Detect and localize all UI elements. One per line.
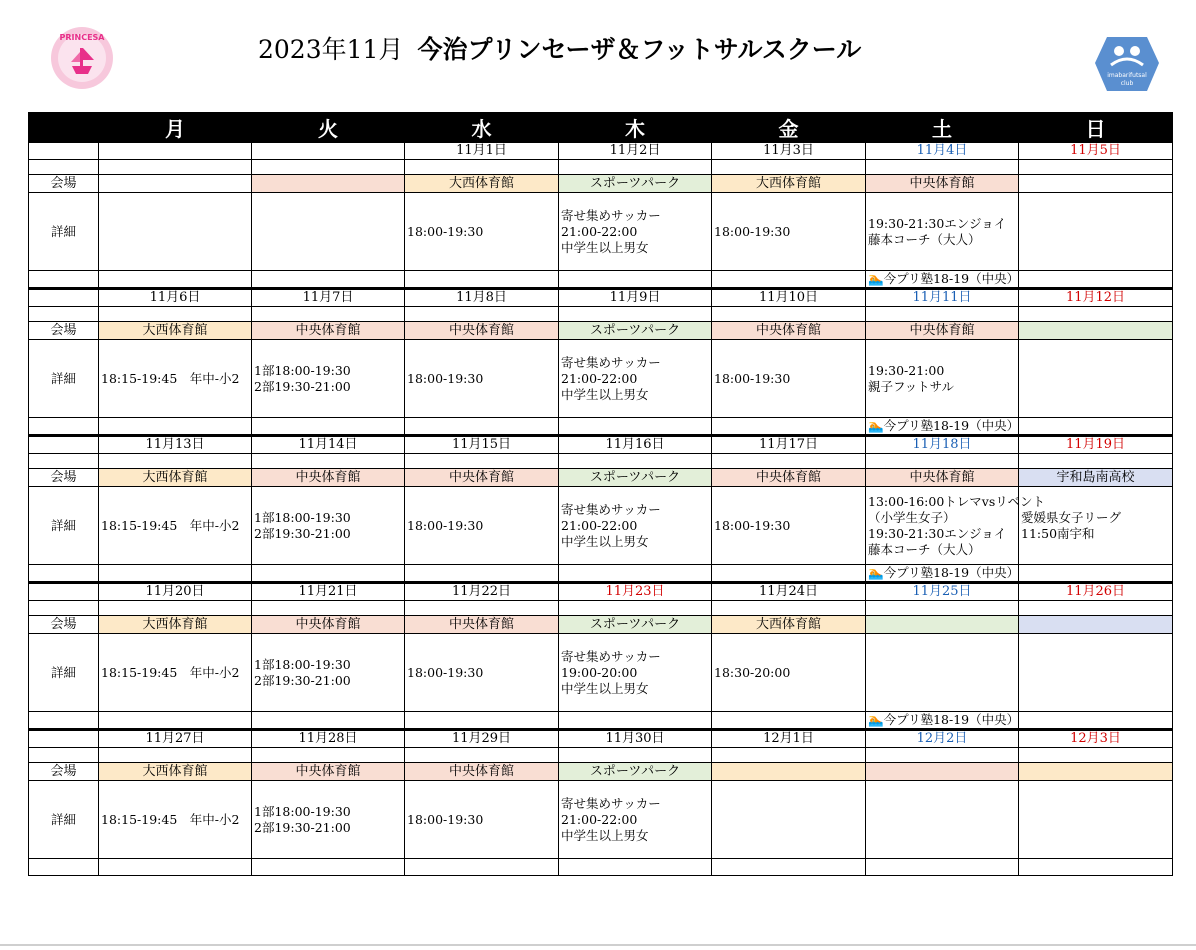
detail-line: 18:15-19:45 年中-小2 — [101, 664, 240, 680]
detail-line: 18:00-19:30 — [407, 811, 484, 827]
detail-cell — [712, 193, 866, 271]
date-cell: 11月15日 — [405, 436, 559, 454]
spacer-row — [29, 601, 1173, 616]
date-row — [29, 436, 1173, 454]
venue-label: 会場 — [29, 175, 99, 193]
venue-cell: スポーツパーク — [559, 469, 712, 487]
detail-cell — [559, 193, 712, 271]
date-cell: 11月8日 — [405, 289, 559, 307]
venue-cell: スポーツパーク — [559, 175, 712, 193]
detail-line: 寄せ集めサッカー — [561, 354, 661, 370]
venue-cell: 中央体育館 — [866, 175, 1019, 193]
venue-cell: 中央体育館 — [252, 469, 405, 487]
detail-line: 18:00-19:30 — [714, 517, 791, 533]
detail-cell — [99, 781, 252, 859]
venue-label: 会場 — [29, 469, 99, 487]
weekday-thu: 木 — [559, 113, 712, 143]
detail-cell — [99, 634, 252, 712]
date-cell — [252, 143, 405, 160]
detail-line: 21:00-22:00 — [561, 811, 638, 827]
svg-text:imabarifutsal: imabarifutsal — [1107, 72, 1147, 79]
date-cell: 11月26日 — [1019, 583, 1173, 601]
date-cell: 12月3日 — [1019, 730, 1173, 748]
detail-row — [29, 340, 1173, 418]
venue-cell: 中央体育館 — [866, 322, 1019, 340]
venue-cell: 中央体育館 — [252, 763, 405, 781]
weekday-wed: 水 — [405, 113, 559, 143]
venue-cell — [1019, 322, 1173, 340]
venue-cell — [99, 175, 252, 193]
spacer-cell — [1019, 748, 1173, 763]
note-cell — [712, 418, 866, 436]
venue-cell: 中央体育館 — [866, 469, 1019, 487]
detail-cell — [252, 634, 405, 712]
detail-row — [29, 634, 1173, 712]
venue-row — [29, 322, 1173, 340]
note-cell — [405, 565, 559, 583]
detail-label: 詳細 — [29, 781, 99, 859]
spacer-cell — [1019, 160, 1173, 175]
date-row — [29, 583, 1173, 601]
venue-label: 会場 — [29, 763, 99, 781]
note-cell — [99, 859, 252, 876]
weekday-sun: 日 — [1019, 113, 1173, 143]
note-cell — [252, 565, 405, 583]
note-cell — [559, 565, 712, 583]
venue-cell — [1019, 763, 1173, 781]
venue-label: 会場 — [29, 322, 99, 340]
weekday-mon: 月 — [99, 113, 252, 143]
detail-cell — [866, 193, 1019, 271]
note-cell — [252, 712, 405, 730]
detail-line: 19:30-21:30エンジョイ — [868, 215, 1007, 231]
date-cell: 11月3日 — [712, 143, 866, 160]
detail-cell — [712, 340, 866, 418]
date-label-blank — [29, 143, 99, 160]
detail-cell — [252, 340, 405, 418]
detail-line: 1部18:00-19:30 — [254, 509, 351, 525]
detail-line: 寄せ集めサッカー — [561, 795, 661, 811]
date-cell: 11月17日 — [712, 436, 866, 454]
note-cell — [252, 271, 405, 289]
date-cell: 11月4日 — [866, 143, 1019, 160]
note-cell — [29, 565, 99, 583]
detail-line: 2部19:30-21:00 — [254, 819, 351, 835]
page-title — [258, 30, 861, 66]
note-row — [29, 859, 1173, 876]
date-cell: 11月21日 — [252, 583, 405, 601]
venue-row — [29, 763, 1173, 781]
detail-line: 1部18:00-19:30 — [254, 362, 351, 378]
spacer-row — [29, 160, 1173, 175]
date-cell: 11月18日 — [866, 436, 1019, 454]
venue-cell: 大西体育館 — [99, 469, 252, 487]
spacer-cell — [29, 601, 99, 616]
detail-line: 中学生以上男女 — [561, 827, 649, 843]
juku-note: 🏊今プリ塾18-19（中央） — [866, 271, 1019, 289]
date-cell: 11月29日 — [405, 730, 559, 748]
spacer-cell — [866, 160, 1019, 175]
spacer-cell — [252, 454, 405, 469]
detail-line: 18:00-19:30 — [407, 223, 484, 239]
venue-cell: 大西体育館 — [405, 175, 559, 193]
venue-cell: 大西体育館 — [712, 175, 866, 193]
spacer-cell — [29, 454, 99, 469]
detail-line: 中学生以上男女 — [561, 533, 649, 549]
venue-cell: スポーツパーク — [559, 616, 712, 634]
note-cell — [252, 859, 405, 876]
detail-line: 寄せ集めサッカー — [561, 501, 661, 517]
note-cell — [1019, 565, 1173, 583]
detail-label: 詳細 — [29, 634, 99, 712]
date-cell: 11月24日 — [712, 583, 866, 601]
venue-row — [29, 175, 1173, 193]
spacer-cell — [405, 160, 559, 175]
date-cell: 12月1日 — [712, 730, 866, 748]
note-cell — [1019, 418, 1173, 436]
note-cell — [99, 271, 252, 289]
spacer-cell — [29, 307, 99, 322]
detail-line: 寄せ集めサッカー — [561, 207, 661, 223]
detail-cell — [866, 634, 1019, 712]
note-cell — [712, 712, 866, 730]
note-cell — [405, 712, 559, 730]
detail-line: 藤本コーチ（大人） — [868, 541, 981, 557]
spacer-cell — [712, 454, 866, 469]
detail-line: 2部19:30-21:00 — [254, 525, 351, 541]
spacer-cell — [252, 601, 405, 616]
venue-cell: 宇和島南高校 — [1019, 469, 1173, 487]
note-cell — [1019, 859, 1173, 876]
note-cell — [559, 418, 712, 436]
detail-cell — [252, 193, 405, 271]
date-cell: 11月2日 — [559, 143, 712, 160]
venue-cell — [1019, 616, 1173, 634]
detail-row — [29, 193, 1173, 271]
detail-line: 寄せ集めサッカー — [561, 648, 661, 664]
date-cell: 11月16日 — [559, 436, 712, 454]
detail-line: 21:00-22:00 — [561, 517, 638, 533]
detail-cell — [99, 487, 252, 565]
detail-line: 18:15-19:45 年中-小2 — [101, 517, 240, 533]
date-cell: 11月28日 — [252, 730, 405, 748]
spacer-cell — [1019, 307, 1173, 322]
spacer-cell — [99, 748, 252, 763]
detail-line: 愛媛県女子リーグ — [1021, 509, 1122, 525]
note-cell — [29, 271, 99, 289]
detail-cell — [1019, 193, 1173, 271]
detail-cell — [405, 340, 559, 418]
spacer-cell — [866, 601, 1019, 616]
spacer-cell — [559, 454, 712, 469]
date-cell: 11月23日 — [559, 583, 712, 601]
spacer-cell — [712, 601, 866, 616]
spacer-cell — [29, 748, 99, 763]
detail-cell — [559, 634, 712, 712]
venue-cell — [1019, 175, 1173, 193]
detail-line: 1部18:00-19:30 — [254, 803, 351, 819]
title-school-name: 今治プリンセーザ＆フットサルスクール — [417, 35, 862, 64]
detail-line: 19:30-21:00 — [868, 362, 945, 378]
detail-cell — [712, 634, 866, 712]
date-row — [29, 730, 1173, 748]
detail-line: 18:30-20:00 — [714, 664, 791, 680]
note-row — [29, 418, 1173, 436]
date-cell: 11月11日 — [866, 289, 1019, 307]
note-row — [29, 271, 1173, 289]
detail-line: 18:00-19:30 — [407, 517, 484, 533]
detail-line: 21:00-22:00 — [561, 370, 638, 386]
spacer-row — [29, 748, 1173, 763]
futsal-club-logo — [1093, 35, 1161, 93]
spacer-row — [29, 307, 1173, 322]
weekday-header-row — [29, 113, 1173, 143]
detail-cell — [99, 340, 252, 418]
note-cell — [712, 565, 866, 583]
date-cell: 11月5日 — [1019, 143, 1173, 160]
weekday-header-blank — [29, 113, 99, 143]
detail-cell — [1019, 634, 1173, 712]
venue-cell: 中央体育館 — [712, 322, 866, 340]
detail-line: 18:15-19:45 年中-小2 — [101, 811, 240, 827]
venue-cell: スポーツパーク — [559, 322, 712, 340]
date-cell: 11月9日 — [559, 289, 712, 307]
note-cell — [405, 859, 559, 876]
detail-line: 13:00-16:00トレマvsリベント — [868, 493, 1045, 509]
date-cell: 11月10日 — [712, 289, 866, 307]
venue-cell — [866, 616, 1019, 634]
venue-cell: 大西体育館 — [99, 616, 252, 634]
juku-note: 🏊今プリ塾18-19（中央） — [866, 712, 1019, 730]
detail-cell — [252, 781, 405, 859]
note-cell — [99, 565, 252, 583]
date-cell: 11月12日 — [1019, 289, 1173, 307]
date-row — [29, 289, 1173, 307]
date-cell: 11月25日 — [866, 583, 1019, 601]
detail-line: 中学生以上男女 — [561, 239, 649, 255]
date-cell: 12月2日 — [866, 730, 1019, 748]
date-label-blank — [29, 583, 99, 601]
date-cell: 11月7日 — [252, 289, 405, 307]
spacer-cell — [405, 454, 559, 469]
date-cell — [99, 143, 252, 160]
detail-cell — [252, 487, 405, 565]
spacer-cell — [252, 160, 405, 175]
date-cell: 11月20日 — [99, 583, 252, 601]
spacer-cell — [866, 307, 1019, 322]
detail-row — [29, 781, 1173, 859]
note-cell — [99, 712, 252, 730]
detail-cell — [866, 340, 1019, 418]
detail-cell — [559, 340, 712, 418]
detail-line: 18:00-19:30 — [714, 370, 791, 386]
detail-line: 藤本コーチ（大人） — [868, 231, 981, 247]
note-cell — [559, 859, 712, 876]
venue-cell: 大西体育館 — [712, 616, 866, 634]
venue-cell: 中央体育館 — [405, 322, 559, 340]
juku-note — [866, 859, 1019, 876]
spacer-cell — [405, 748, 559, 763]
detail-line: 18:00-19:30 — [407, 664, 484, 680]
weekday-tue: 火 — [252, 113, 405, 143]
spacer-cell — [99, 160, 252, 175]
spacer-cell — [405, 307, 559, 322]
princesa-logo — [50, 26, 114, 90]
detail-cell — [405, 634, 559, 712]
note-row — [29, 565, 1173, 583]
spacer-cell — [99, 601, 252, 616]
page-bottom-divider — [0, 944, 1196, 946]
detail-line: 19:30-21:30エンジョイ — [868, 525, 1007, 541]
detail-line: 18:15-19:45 年中-小2 — [101, 370, 240, 386]
spacer-cell — [99, 307, 252, 322]
note-cell — [252, 418, 405, 436]
date-row — [29, 143, 1173, 160]
note-cell — [559, 271, 712, 289]
detail-cell — [559, 487, 712, 565]
detail-line: 中学生以上男女 — [561, 680, 649, 696]
detail-line: 18:00-19:30 — [714, 223, 791, 239]
detail-label: 詳細 — [29, 340, 99, 418]
note-cell — [405, 418, 559, 436]
venue-cell: 大西体育館 — [99, 322, 252, 340]
detail-line: 中学生以上男女 — [561, 386, 649, 402]
spacer-cell — [712, 307, 866, 322]
spacer-cell — [559, 160, 712, 175]
venue-cell: 中央体育館 — [252, 322, 405, 340]
venue-cell: 中央体育館 — [252, 616, 405, 634]
note-cell — [29, 859, 99, 876]
spacer-cell — [712, 748, 866, 763]
detail-cell — [866, 487, 1045, 565]
detail-row — [29, 487, 1173, 565]
venue-row — [29, 616, 1173, 634]
date-cell: 11月30日 — [559, 730, 712, 748]
date-cell: 11月1日 — [405, 143, 559, 160]
detail-cell — [405, 487, 559, 565]
detail-line: （小学生女子） — [868, 509, 956, 525]
note-row — [29, 712, 1173, 730]
spacer-cell — [866, 748, 1019, 763]
date-label-blank — [29, 730, 99, 748]
detail-cell — [1019, 340, 1173, 418]
note-cell — [712, 859, 866, 876]
detail-line: 19:00-20:00 — [561, 664, 638, 680]
detail-line: 2部19:30-21:00 — [254, 378, 351, 394]
venue-row — [29, 469, 1173, 487]
svg-text:PRINCESA: PRINCESA — [59, 33, 105, 42]
svg-text:club: club — [1120, 80, 1134, 87]
note-cell — [99, 418, 252, 436]
detail-cell — [405, 781, 559, 859]
note-cell — [1019, 271, 1173, 289]
detail-line: 21:00-22:00 — [561, 223, 638, 239]
spacer-cell — [252, 307, 405, 322]
spacer-cell — [559, 601, 712, 616]
venue-cell: 大西体育館 — [99, 763, 252, 781]
title-year-month: 2023年11月 — [258, 35, 404, 64]
date-cell: 11月19日 — [1019, 436, 1173, 454]
date-label-blank — [29, 289, 99, 307]
venue-cell — [866, 763, 1019, 781]
spacer-cell — [559, 307, 712, 322]
calendar-table — [28, 112, 1173, 876]
detail-cell — [712, 487, 866, 565]
detail-line: 18:00-19:30 — [407, 370, 484, 386]
spacer-cell — [29, 160, 99, 175]
juku-note: 🏊今プリ塾18-19（中央） — [866, 565, 1019, 583]
spacer-cell — [405, 601, 559, 616]
detail-line: 親子フットサル — [868, 378, 955, 394]
venue-cell: 中央体育館 — [405, 763, 559, 781]
weekday-sat: 土 — [866, 113, 1019, 143]
date-cell: 11月14日 — [252, 436, 405, 454]
spacer-cell — [866, 454, 1019, 469]
detail-cell — [1019, 781, 1173, 859]
juku-note: 🏊今プリ塾18-19（中央） — [866, 418, 1019, 436]
venue-cell: 中央体育館 — [405, 469, 559, 487]
detail-line: 11:50南宇和 — [1021, 525, 1095, 541]
detail-cell — [559, 781, 712, 859]
spacer-row — [29, 454, 1173, 469]
spacer-cell — [1019, 601, 1173, 616]
spacer-cell — [559, 748, 712, 763]
detail-cell — [99, 193, 252, 271]
note-cell — [29, 418, 99, 436]
note-cell — [405, 271, 559, 289]
spacer-cell — [252, 748, 405, 763]
detail-cell — [405, 193, 559, 271]
venue-cell: 中央体育館 — [405, 616, 559, 634]
spacer-cell — [712, 160, 866, 175]
spacer-cell — [1019, 454, 1173, 469]
detail-label: 詳細 — [29, 487, 99, 565]
date-cell: 11月22日 — [405, 583, 559, 601]
date-cell: 11月13日 — [99, 436, 252, 454]
date-cell: 11月6日 — [99, 289, 252, 307]
note-cell — [29, 712, 99, 730]
venue-label: 会場 — [29, 616, 99, 634]
detail-cell — [712, 781, 866, 859]
date-label-blank — [29, 436, 99, 454]
detail-line: 1部18:00-19:30 — [254, 656, 351, 672]
detail-line: 2部19:30-21:00 — [254, 672, 351, 688]
weekday-fri: 金 — [712, 113, 866, 143]
venue-cell — [252, 175, 405, 193]
detail-label: 詳細 — [29, 193, 99, 271]
spacer-cell — [99, 454, 252, 469]
note-cell — [712, 271, 866, 289]
date-cell: 11月27日 — [99, 730, 252, 748]
detail-cell — [866, 781, 1019, 859]
venue-cell — [712, 763, 866, 781]
note-cell — [559, 712, 712, 730]
note-cell — [1019, 712, 1173, 730]
venue-cell: スポーツパーク — [559, 763, 712, 781]
venue-cell: 中央体育館 — [712, 469, 866, 487]
